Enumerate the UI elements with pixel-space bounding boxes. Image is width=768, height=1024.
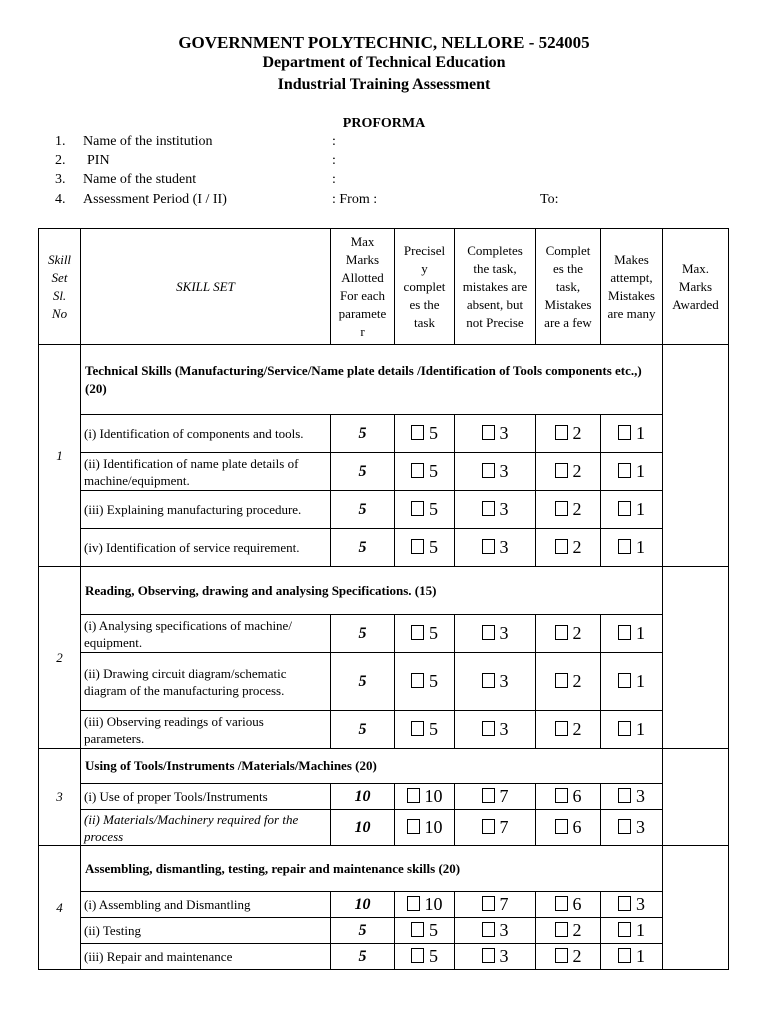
rating-option[interactable]: [395, 810, 455, 846]
skill-section-title: Assembling, dismantling, testing, repair and maintenance skills (20): [81, 846, 663, 892]
skill-set-number: 2: [39, 567, 81, 749]
rating-value: 5: [429, 946, 438, 966]
skill-set-number: 1: [39, 345, 81, 567]
rating-option[interactable]: [455, 615, 536, 653]
rating-value: 3: [636, 894, 645, 914]
rating-option[interactable]: [455, 918, 536, 944]
header-marks-awarded: Max. Marks Awarded: [663, 229, 729, 345]
rating-option[interactable]: [601, 784, 663, 810]
rating-option[interactable]: [601, 810, 663, 846]
skill-section-title: Technical Skills (Manufacturing/Service/Name plate details /Identification of Tools components etc.,) (20): [81, 345, 663, 415]
rating-value: 5: [429, 920, 438, 940]
skill-item-label: (iii) Repair and maintenance: [81, 944, 331, 970]
rating-option[interactable]: [601, 615, 663, 653]
checkbox-icon[interactable]: [411, 425, 424, 440]
proforma-heading: PROFORMA: [342, 116, 426, 131]
skill-item-label: (i) Assembling and Dismantling: [81, 892, 331, 918]
skill-item-label: (iii) Explaining manufacturing procedure.: [81, 491, 331, 529]
rating-option[interactable]: [455, 810, 536, 846]
checkbox-icon[interactable]: [482, 463, 495, 478]
rating-value: 3: [499, 946, 509, 966]
max-marks-value: 5: [331, 529, 395, 567]
rating-option[interactable]: [536, 653, 601, 711]
info-label-student: Name of the student: [83, 172, 197, 187]
info-label-pin: PIN: [87, 153, 110, 168]
info-from-label: : From :: [332, 192, 378, 207]
rating-value: 6: [572, 786, 582, 806]
rating-option[interactable]: [455, 415, 536, 453]
rating-option[interactable]: [601, 529, 663, 567]
rating-value: 3: [499, 671, 509, 691]
rating-value: 7: [499, 786, 509, 806]
checkbox-icon[interactable]: [618, 539, 631, 554]
rating-value: 2: [572, 423, 582, 443]
checkbox-icon[interactable]: [411, 948, 424, 963]
rating-option[interactable]: [536, 491, 601, 529]
skill-section-title: Using of Tools/Instruments /Materials/Machines (20): [81, 749, 663, 784]
rating-option[interactable]: [536, 453, 601, 491]
skill-set-number: 4: [39, 846, 81, 970]
checkbox-icon[interactable]: [618, 819, 631, 834]
header-not-precise: Completes the task, mistakes are absent, but not Precise: [455, 229, 536, 345]
skill-item-label: (ii) Materials/Machinery required for the process: [81, 810, 331, 846]
rating-value: 1: [636, 537, 645, 557]
rating-option[interactable]: [395, 615, 455, 653]
rating-option[interactable]: [395, 529, 455, 567]
max-marks-value: 5: [331, 491, 395, 529]
checkbox-icon[interactable]: [618, 721, 631, 736]
rating-option[interactable]: [601, 892, 663, 918]
checkbox-icon[interactable]: [482, 501, 495, 516]
rating-option[interactable]: [536, 711, 601, 749]
header-skill-set: SKILL SET: [81, 229, 331, 345]
rating-option[interactable]: [455, 944, 536, 970]
skill-set-number: 3: [39, 749, 81, 846]
info-sep-institution: :: [332, 134, 336, 149]
info-sep-pin: :: [332, 153, 336, 168]
rating-option[interactable]: [455, 491, 536, 529]
rating-option[interactable]: [601, 944, 663, 970]
rating-option[interactable]: [536, 615, 601, 653]
header-precisely: Precisel y complet es the task: [395, 229, 455, 345]
checkbox-icon[interactable]: [555, 625, 568, 640]
department-title: Department of Technical Education: [262, 54, 506, 71]
info-label-period: Assessment Period (I / II): [83, 192, 227, 207]
rating-option[interactable]: [395, 653, 455, 711]
info-sep-student: :: [332, 172, 336, 187]
rating-option[interactable]: [455, 784, 536, 810]
checkbox-icon[interactable]: [482, 425, 495, 440]
rating-option[interactable]: [395, 784, 455, 810]
checkbox-icon[interactable]: [555, 788, 568, 803]
checkbox-icon[interactable]: [411, 922, 424, 937]
info-num-3: 3.: [55, 172, 66, 187]
rating-value: 7: [499, 894, 509, 914]
marks-awarded-cell[interactable]: [663, 345, 729, 567]
checkbox-icon[interactable]: [618, 922, 631, 937]
rating-value: 2: [572, 946, 582, 966]
rating-option[interactable]: [395, 453, 455, 491]
rating-option[interactable]: [455, 653, 536, 711]
checkbox-icon[interactable]: [555, 463, 568, 478]
rating-option[interactable]: [395, 892, 455, 918]
checkbox-icon[interactable]: [555, 819, 568, 834]
rating-option[interactable]: [601, 453, 663, 491]
skill-item-label: (ii) Identification of name plate details of machine/equipment.: [81, 453, 331, 491]
rating-value: 1: [636, 920, 645, 940]
rating-value: 6: [572, 817, 582, 837]
checkbox-icon[interactable]: [618, 425, 631, 440]
checkbox-icon[interactable]: [555, 673, 568, 688]
info-num-4: 4.: [55, 192, 66, 207]
rating-value: 5: [429, 537, 438, 557]
rating-option[interactable]: [455, 529, 536, 567]
rating-option[interactable]: [601, 415, 663, 453]
rating-option[interactable]: [601, 491, 663, 529]
rating-value: 2: [572, 623, 582, 643]
rating-value: 3: [499, 719, 509, 739]
max-marks-value: 10: [331, 810, 395, 846]
rating-value: 10: [424, 817, 443, 837]
rating-value: 5: [429, 719, 438, 739]
checkbox-icon[interactable]: [482, 788, 495, 803]
max-marks-value: 5: [331, 615, 395, 653]
checkbox-icon[interactable]: [407, 788, 420, 803]
checkbox-icon[interactable]: [618, 463, 631, 478]
rating-value: 5: [429, 623, 438, 643]
checkbox-icon[interactable]: [618, 625, 631, 640]
rating-option[interactable]: [455, 892, 536, 918]
rating-option[interactable]: [601, 711, 663, 749]
checkbox-icon[interactable]: [407, 819, 420, 834]
rating-value: 1: [636, 671, 645, 691]
rating-value: 1: [636, 719, 645, 739]
rating-option[interactable]: [536, 529, 601, 567]
checkbox-icon[interactable]: [411, 625, 424, 640]
assessment-table: [38, 228, 729, 970]
checkbox-icon[interactable]: [411, 501, 424, 516]
checkbox-icon[interactable]: [482, 539, 495, 554]
checkbox-icon[interactable]: [482, 948, 495, 963]
rating-option[interactable]: [536, 918, 601, 944]
checkbox-icon[interactable]: [555, 425, 568, 440]
marks-awarded-cell[interactable]: [663, 846, 729, 970]
rating-option[interactable]: [536, 415, 601, 453]
checkbox-icon[interactable]: [482, 922, 495, 937]
checkbox-icon[interactable]: [555, 922, 568, 937]
rating-option[interactable]: [536, 892, 601, 918]
rating-option[interactable]: [455, 453, 536, 491]
rating-option[interactable]: [395, 491, 455, 529]
rating-value: 3: [499, 623, 509, 643]
rating-option[interactable]: [536, 784, 601, 810]
skill-item-label: (i) Use of proper Tools/Instruments: [81, 784, 331, 810]
rating-value: 6: [572, 894, 582, 914]
checkbox-icon[interactable]: [411, 721, 424, 736]
rating-value: 5: [429, 671, 438, 691]
rating-value: 3: [636, 817, 645, 837]
header-skill-sl: Skill Set Sl. No: [39, 229, 81, 345]
max-marks-value: 5: [331, 711, 395, 749]
checkbox-icon[interactable]: [482, 625, 495, 640]
info-num-1: 1.: [55, 134, 66, 149]
checkbox-icon[interactable]: [407, 896, 420, 911]
header-mistakes-few: Complet es the task, Mistakes are a few: [536, 229, 601, 345]
marks-awarded-cell[interactable]: [663, 567, 729, 749]
rating-value: 2: [572, 920, 582, 940]
header-mistakes-many: Makes attempt, Mistakes are many: [601, 229, 663, 345]
rating-value: 2: [572, 461, 582, 481]
rating-value: 3: [499, 423, 509, 443]
rating-value: 3: [636, 786, 645, 806]
assessment-title: Industrial Training Assessment: [277, 76, 491, 93]
checkbox-icon[interactable]: [482, 896, 495, 911]
marks-awarded-cell[interactable]: [663, 749, 729, 846]
max-marks-value: 5: [331, 653, 395, 711]
rating-value: 7: [499, 817, 509, 837]
checkbox-icon[interactable]: [482, 819, 495, 834]
info-num-2: 2.: [55, 153, 66, 168]
skill-section-title: Reading, Observing, drawing and analysing Specifications. (15): [81, 567, 663, 615]
checkbox-icon[interactable]: [618, 896, 631, 911]
checkbox-icon[interactable]: [482, 721, 495, 736]
max-marks-value: 5: [331, 918, 395, 944]
max-marks-value: 5: [331, 415, 395, 453]
rating-option[interactable]: [395, 918, 455, 944]
max-marks-value: 10: [331, 892, 395, 918]
skill-item-label: (iv) Identification of service requirement.: [81, 529, 331, 567]
rating-option[interactable]: [395, 415, 455, 453]
max-marks-value: 5: [331, 944, 395, 970]
rating-value: 1: [636, 461, 645, 481]
max-marks-value: 5: [331, 453, 395, 491]
checkbox-icon[interactable]: [618, 673, 631, 688]
skill-item-label: (ii) Testing: [81, 918, 331, 944]
rating-value: 3: [499, 461, 509, 481]
header-max-marks: Max Marks Allotted For each paramete r: [331, 229, 395, 345]
rating-option[interactable]: [536, 944, 601, 970]
rating-value: 10: [424, 786, 443, 806]
rating-value: 1: [636, 623, 645, 643]
checkbox-icon[interactable]: [555, 721, 568, 736]
checkbox-icon[interactable]: [411, 463, 424, 478]
rating-option[interactable]: [601, 918, 663, 944]
rating-value: 2: [572, 537, 582, 557]
rating-value: 1: [636, 946, 645, 966]
rating-value: 3: [499, 499, 509, 519]
rating-value: 2: [572, 499, 582, 519]
max-marks-value: 10: [331, 784, 395, 810]
info-label-institution: Name of the institution: [83, 134, 213, 149]
checkbox-icon[interactable]: [555, 539, 568, 554]
rating-option[interactable]: [536, 810, 601, 846]
checkbox-icon[interactable]: [411, 673, 424, 688]
checkbox-icon[interactable]: [618, 501, 631, 516]
rating-value: 3: [499, 537, 509, 557]
checkbox-icon[interactable]: [411, 539, 424, 554]
checkbox-icon[interactable]: [618, 948, 631, 963]
skill-item-label: (i) Identification of components and tools.: [81, 415, 331, 453]
rating-value: 2: [572, 671, 582, 691]
checkbox-icon[interactable]: [555, 501, 568, 516]
checkbox-icon[interactable]: [482, 673, 495, 688]
rating-option[interactable]: [395, 944, 455, 970]
rating-option[interactable]: [395, 711, 455, 749]
checkbox-icon[interactable]: [555, 948, 568, 963]
rating-value: 2: [572, 719, 582, 739]
rating-value: 5: [429, 461, 438, 481]
rating-value: 10: [424, 894, 443, 914]
institution-title: GOVERNMENT POLYTECHNIC, NELLORE - 524005: [178, 33, 590, 52]
rating-value: 5: [429, 499, 438, 519]
checkbox-icon[interactable]: [618, 788, 631, 803]
rating-value: 3: [499, 920, 509, 940]
skill-item-label: (i) Analysing specifications of machine/ equipment.: [81, 615, 331, 653]
rating-option[interactable]: [455, 711, 536, 749]
checkbox-icon[interactable]: [555, 896, 568, 911]
rating-value: 1: [636, 499, 645, 519]
rating-option[interactable]: [601, 653, 663, 711]
rating-value: 5: [429, 423, 438, 443]
rating-value: 1: [636, 423, 645, 443]
info-to-label: To:: [540, 192, 559, 207]
skill-item-label: (ii) Drawing circuit diagram/schematic diagram of the manufacturing process.: [81, 653, 331, 711]
skill-item-label: (iii) Observing readings of various parameters.: [81, 711, 331, 749]
